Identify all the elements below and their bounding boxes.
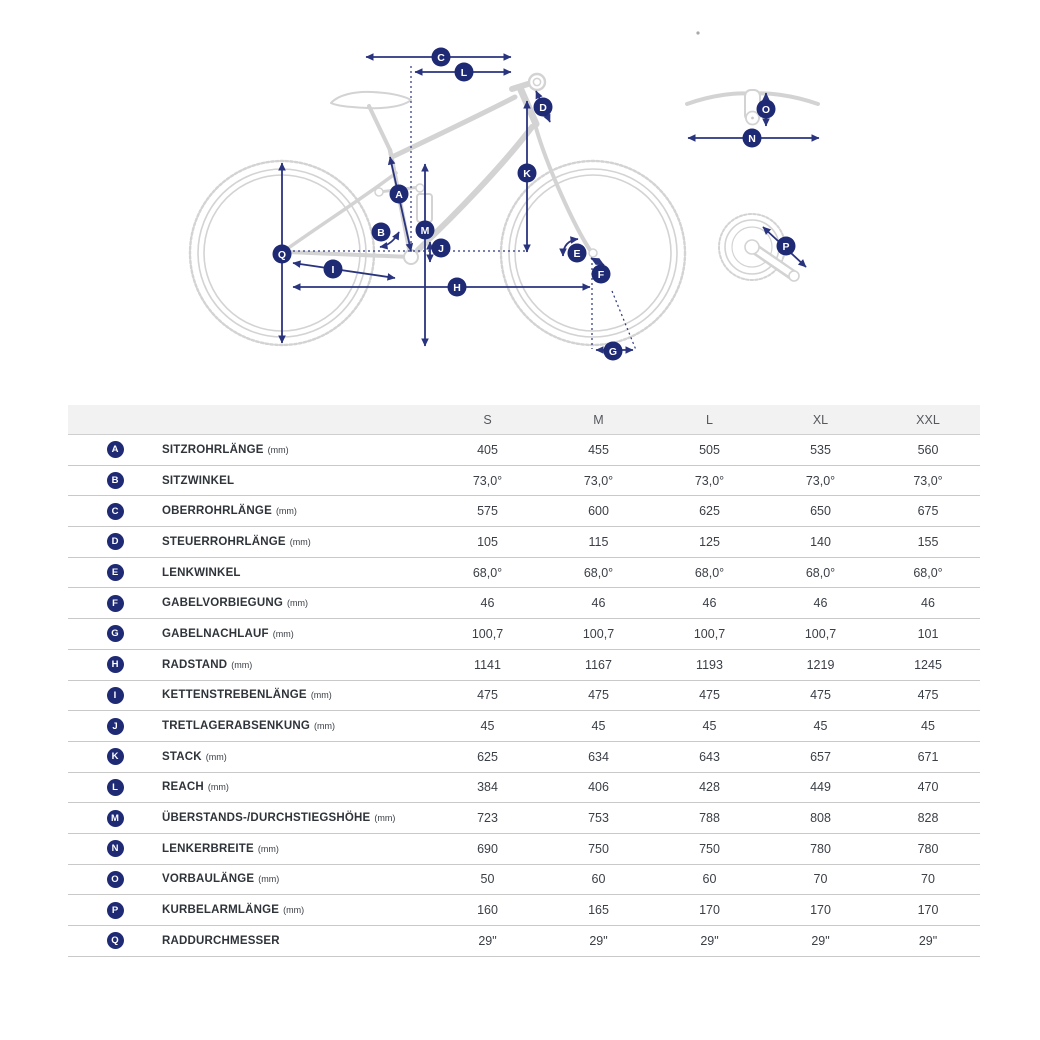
column-header: XXL [916, 412, 940, 427]
badge-e [568, 244, 587, 263]
row-label: VORBAULÄNGE [162, 873, 255, 886]
cell-value: 575 [477, 504, 498, 519]
row-letter-badge: L [107, 779, 124, 796]
cell-value: 475 [699, 688, 720, 703]
cell-value: 475 [810, 688, 831, 703]
row-unit: (mm) [374, 813, 396, 824]
stray-dot [696, 31, 699, 34]
cell-value: 29" [478, 933, 497, 948]
row-unit: (mm) [283, 905, 305, 916]
row-letter-badge: K [107, 748, 124, 765]
table-row [68, 773, 980, 804]
cell-value: 73,0° [694, 473, 725, 488]
row-badge-cell [68, 687, 162, 704]
row-label-cell [162, 444, 432, 456]
cell-value: 449 [810, 780, 831, 795]
table-row [68, 834, 980, 865]
svg-text:G: G [608, 345, 618, 358]
row-label-cell [162, 751, 432, 763]
cell-value: 1193 [696, 657, 723, 672]
badge-p [777, 237, 796, 256]
svg-text:H: H [453, 281, 461, 294]
dimension-A-seattube [390, 157, 411, 251]
cell-value: 73,0° [805, 473, 836, 488]
cell-value: 475 [477, 688, 498, 703]
cell-value: 155 [917, 534, 939, 549]
cell-value: 625 [699, 504, 720, 519]
cell-value: 625 [477, 749, 498, 764]
cell-value: 650 [810, 504, 831, 519]
cell-value: 671 [917, 749, 939, 764]
svg-text:F: F [597, 268, 605, 281]
row-label: KETTENSTREBENLÄNGE [162, 689, 307, 702]
row-label: RADSTAND [162, 658, 228, 671]
row-unit: (mm) [289, 536, 311, 547]
row-label-cell [162, 812, 432, 824]
geometry-table [68, 405, 980, 957]
cell-value: 73,0° [472, 473, 503, 488]
row-letter-badge: H [107, 656, 124, 673]
cell-value: 675 [917, 504, 939, 519]
cell-value: 405 [477, 442, 498, 457]
cell-value: 45 [921, 719, 935, 734]
cell-value: 753 [588, 811, 609, 826]
column-header: M [593, 412, 604, 427]
table-row [68, 435, 980, 466]
bottom-bracket [404, 250, 418, 264]
row-label: TRETLAGERABSENKUNG [162, 720, 310, 733]
cell-value: 1245 [914, 657, 942, 672]
cell-value: 68,0° [583, 565, 614, 580]
cell-value: 470 [917, 780, 939, 795]
svg-text:L: L [460, 66, 468, 79]
cell-value: 828 [917, 811, 939, 826]
cell-value: 115 [588, 534, 609, 549]
cell-value: 140 [810, 534, 831, 549]
row-label-cell [162, 505, 432, 517]
row-letter-badge: I [107, 687, 124, 704]
handlebar-top-view [687, 31, 818, 124]
table-row [68, 865, 980, 896]
row-label-cell [162, 689, 432, 701]
row-label-cell [162, 567, 432, 579]
table-row [68, 742, 980, 773]
badge-h [448, 278, 467, 297]
table-row [68, 619, 980, 650]
cell-value: 690 [477, 841, 498, 856]
cell-value: 46 [591, 596, 606, 611]
cell-value: 73,0° [913, 473, 943, 488]
cell-value: 1141 [474, 657, 501, 672]
row-unit: (mm) [310, 690, 332, 701]
row-letter-badge: A [107, 441, 124, 458]
cell-value: 160 [477, 903, 498, 918]
row-letter-badge: E [107, 564, 124, 581]
cell-value: 101 [917, 626, 939, 641]
cell-value: 70 [921, 872, 935, 887]
cell-value: 100,7 [804, 626, 837, 641]
badge-i [324, 260, 343, 279]
cell-value: 170 [917, 903, 939, 918]
row-label: OBERROHRLÄNGE [162, 505, 272, 518]
badge-d [534, 98, 553, 117]
row-letter-badge: D [107, 533, 124, 550]
svg-text:B: B [377, 226, 385, 239]
cell-value: 170 [810, 903, 831, 918]
cell-value: 750 [699, 841, 720, 856]
row-label-cell [162, 659, 432, 671]
bike-side-view [190, 74, 685, 345]
table-row [68, 496, 980, 527]
cell-value: 68,0° [913, 565, 943, 580]
cell-value: 29" [589, 933, 608, 948]
row-label: ÜBERSTANDS-/DURCHSTIEGSHÖHE [162, 812, 371, 825]
cell-value: 406 [588, 780, 609, 795]
row-badge-cell [68, 533, 162, 550]
row-label: RADDURCHMESSER [162, 934, 280, 947]
row-badge-cell [68, 902, 162, 919]
table-row [68, 681, 980, 712]
row-letter-badge: J [107, 718, 124, 735]
cell-value: 165 [588, 903, 609, 918]
cell-value: 1219 [806, 657, 835, 672]
row-label-cell [162, 536, 432, 548]
row-unit: (mm) [257, 843, 279, 854]
fork [536, 128, 590, 250]
svg-text:P: P [782, 240, 790, 253]
badge-q [273, 245, 292, 264]
row-label-cell [162, 597, 432, 609]
cell-value: 70 [813, 872, 828, 887]
cell-value: 45 [813, 719, 828, 734]
row-label: SITZWINKEL [162, 474, 235, 487]
cell-value: 100,7 [471, 626, 504, 641]
row-label: KURBELARMLÄNGE [162, 904, 280, 917]
row-badge-cell [68, 656, 162, 673]
cell-value: 535 [810, 442, 831, 457]
svg-text:M: M [420, 224, 430, 237]
row-unit: (mm) [267, 444, 289, 455]
row-label-cell [162, 904, 432, 916]
row-badge-cell [68, 748, 162, 765]
row-letter-badge: B [107, 472, 124, 489]
cell-value: 788 [699, 811, 720, 826]
cell-value: 780 [917, 841, 939, 856]
row-label-cell [162, 935, 432, 947]
cell-value: 808 [810, 811, 831, 826]
cell-value: 428 [699, 780, 720, 795]
svg-text:A: A [395, 188, 403, 201]
cell-value: 68,0° [472, 565, 503, 580]
row-label: GABELVORBIEGUNG [162, 597, 283, 610]
badge-m [416, 221, 435, 240]
row-letter-badge: N [107, 840, 124, 857]
row-letter-badge: Q [107, 932, 124, 949]
row-letter-badge: F [107, 595, 124, 612]
row-label-cell [162, 781, 432, 793]
svg-text:J: J [438, 242, 444, 255]
cell-value: 46 [813, 596, 828, 611]
row-badge-cell [68, 932, 162, 949]
row-unit: (mm) [314, 721, 335, 732]
svg-text:E: E [573, 247, 581, 260]
column-header: XL [812, 412, 829, 427]
cell-value: 29" [918, 933, 938, 948]
row-unit: (mm) [207, 782, 229, 793]
cell-value: 46 [480, 596, 495, 611]
cell-value: 105 [477, 534, 498, 549]
row-unit: (mm) [287, 598, 308, 609]
row-badge-cell [68, 840, 162, 857]
table-row [68, 711, 980, 742]
cell-value: 50 [480, 872, 495, 887]
svg-text:K: K [523, 167, 531, 180]
row-letter-badge: C [107, 503, 124, 520]
bike-geometry-diagram [0, 0, 1040, 400]
cell-value: 1167 [585, 657, 612, 672]
svg-text:N: N [748, 132, 756, 145]
cell-value: 475 [917, 688, 939, 703]
table-row [68, 650, 980, 681]
row-badge-cell [68, 441, 162, 458]
column-header: S [483, 412, 492, 427]
badge-g [604, 342, 623, 361]
row-label-cell [162, 628, 432, 640]
row-label: SITZROHRLÄNGE [162, 443, 264, 456]
table-row [68, 895, 980, 926]
row-badge-cell [68, 625, 162, 642]
cell-value: 45 [702, 719, 717, 734]
badge-n [743, 129, 762, 148]
row-badge-cell [68, 595, 162, 612]
cell-value: 475 [588, 688, 609, 703]
row-unit: (mm) [231, 659, 253, 670]
cell-value: 600 [588, 504, 609, 519]
row-label-cell [162, 873, 432, 885]
row-letter-badge: G [107, 625, 124, 642]
cell-value: 170 [699, 903, 720, 918]
row-unit: (mm) [205, 751, 227, 762]
cell-value: 73,0° [583, 473, 614, 488]
row-label-cell [162, 843, 432, 855]
badge-b [372, 223, 391, 242]
table-row [68, 803, 980, 834]
cell-value: 100,7 [693, 626, 726, 641]
row-letter-badge: M [107, 810, 124, 827]
table-body [68, 435, 980, 957]
row-letter-badge: P [107, 902, 124, 919]
row-label-cell [162, 475, 432, 487]
table-row [68, 588, 980, 619]
badge-l [455, 63, 474, 82]
cell-value: 657 [810, 749, 831, 764]
row-badge-cell [68, 779, 162, 796]
table-header [68, 405, 980, 435]
cell-value: 560 [917, 442, 939, 457]
cell-value: 505 [699, 442, 720, 457]
table-row [68, 558, 980, 589]
pedal-eye [789, 271, 799, 281]
row-badge-cell [68, 503, 162, 520]
row-unit: (mm) [272, 628, 294, 639]
table-row [68, 466, 980, 497]
row-badge-cell [68, 810, 162, 827]
badge-k [518, 164, 537, 183]
row-label: REACH [162, 781, 204, 794]
cell-value: 46 [921, 596, 935, 611]
table-row [68, 527, 980, 558]
cell-value: 29" [811, 933, 830, 948]
cell-value: 68,0° [694, 565, 725, 580]
cell-value: 100,7 [582, 626, 615, 641]
cell-value: 723 [477, 811, 498, 826]
row-badge-cell [68, 472, 162, 489]
cell-value: 125 [699, 534, 720, 549]
svg-text:D: D [539, 101, 547, 114]
cell-value: 60 [591, 872, 606, 887]
svg-text:I: I [331, 263, 335, 276]
row-badge-cell [68, 718, 162, 735]
row-label: LENKWINKEL [162, 566, 241, 579]
column-header: L [706, 412, 713, 427]
row-label: STEUERROHRLÄNGE [162, 535, 286, 548]
row-badge-cell [68, 564, 162, 581]
cell-value: 455 [588, 442, 609, 457]
table-row [68, 926, 980, 957]
svg-text:Q: Q [277, 248, 287, 261]
row-label: STACK [162, 750, 202, 763]
row-label: LENKERBREITE [162, 842, 254, 855]
cell-value: 45 [591, 719, 606, 734]
dimension-I-chainstay [293, 263, 395, 278]
cell-value: 634 [588, 749, 609, 764]
cell-value: 643 [699, 749, 720, 764]
row-letter-badge: O [107, 871, 124, 888]
badge-a [390, 185, 409, 204]
badge-o [757, 100, 776, 119]
row-unit: (mm) [275, 506, 297, 517]
row-label: GABELNACHLAUF [162, 627, 269, 640]
row-badge-cell [68, 871, 162, 888]
row-unit: (mm) [258, 874, 280, 885]
cell-value: 29" [700, 933, 719, 948]
badge-f [592, 265, 611, 284]
badge-j [432, 239, 451, 258]
cell-value: 68,0° [805, 565, 836, 580]
badge-c [432, 48, 451, 67]
dimension-F-forkoffset [591, 258, 604, 265]
cell-value: 750 [588, 841, 609, 856]
cell-value: 60 [702, 872, 717, 887]
svg-text:C: C [437, 51, 445, 64]
svg-text:O: O [761, 103, 771, 116]
cell-value: 780 [810, 841, 831, 856]
cell-value: 45 [480, 719, 495, 734]
cell-value: 46 [702, 596, 717, 611]
cell-value: 384 [477, 780, 498, 795]
row-label-cell [162, 720, 432, 732]
